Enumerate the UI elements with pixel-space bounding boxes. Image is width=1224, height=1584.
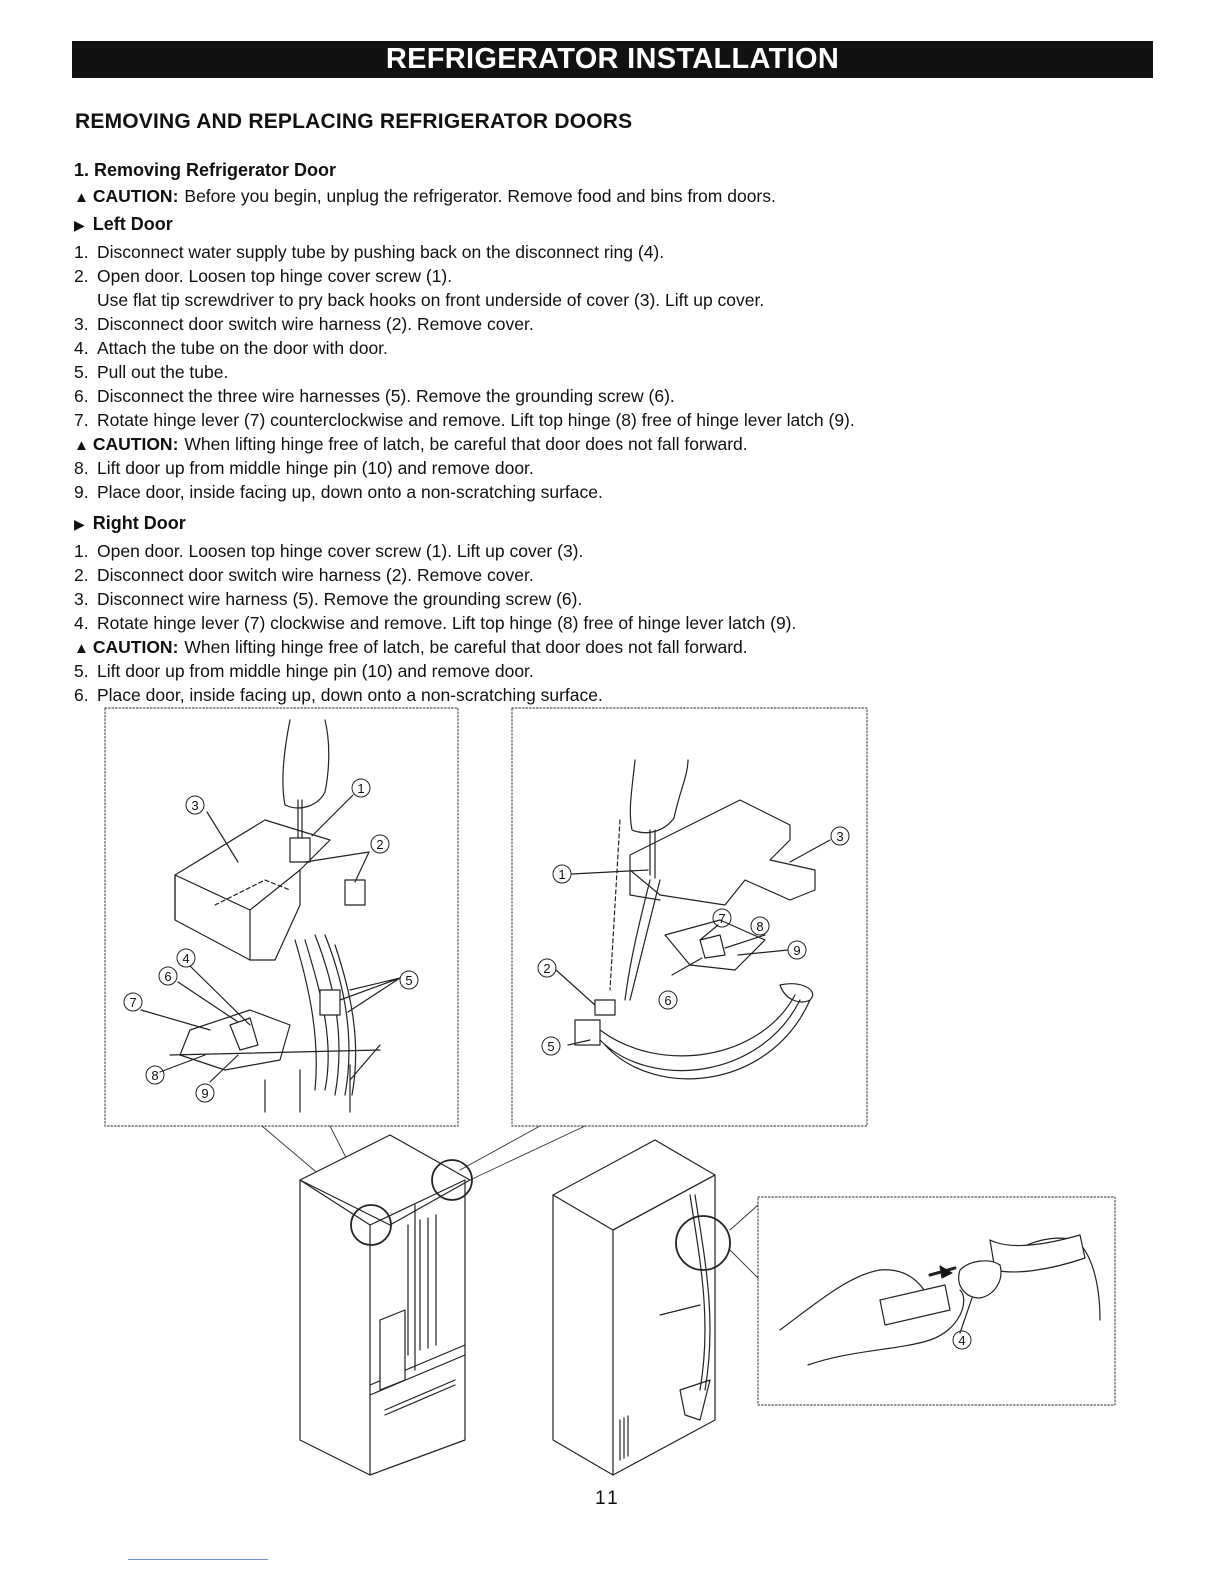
- svg-text:5: 5: [547, 1039, 555, 1054]
- divider: [128, 1559, 268, 1560]
- right-door-heading: ▶ Right Door: [74, 513, 186, 533]
- list-item: 9. Place door, inside facing up, down onto a non-scratching surface.: [74, 482, 603, 502]
- list-item: 5. Pull out the tube.: [74, 362, 229, 382]
- list-item: 2. Open door. Loosen top hinge cover screw (1).: [74, 266, 453, 286]
- triangle-right-icon: ▶: [74, 516, 85, 532]
- list-item: 8. Lift door up from middle hinge pin (10) and remove door.: [74, 458, 534, 478]
- svg-text:6: 6: [164, 969, 172, 984]
- list-item: 1. Open door. Loosen top hinge cover screw (1). Lift up cover (3).: [74, 541, 584, 561]
- right-hinge-detail: [512, 708, 867, 1126]
- svg-text:8: 8: [151, 1068, 159, 1083]
- caution-label: CAUTION:: [92, 186, 179, 206]
- svg-text:8: 8: [756, 919, 764, 934]
- refrigerator-rear-view: [553, 1140, 730, 1475]
- warning-icon: ▲: [74, 189, 89, 206]
- list-item: 4. Rotate hinge lever (7) clockwise and remove. Lift top hinge (8) free of hinge lever latch (9).: [74, 613, 797, 633]
- list-item: 5. Lift door up from middle hinge pin (10) and remove door.: [74, 661, 534, 681]
- svg-text:9: 9: [793, 943, 801, 958]
- list-item: 4. Attach the tube on the door with door.: [74, 338, 388, 358]
- page-number: 11: [595, 1488, 621, 1509]
- svg-text:7: 7: [718, 911, 726, 926]
- page-banner: REFRIGERATOR INSTALLATION: [72, 41, 1153, 78]
- water-tube-detail: [730, 1197, 1115, 1405]
- warning-icon: ▲: [74, 437, 89, 454]
- caution-text: Before you begin, unplug the refrigerator. Remove food and bins from doors.: [184, 186, 776, 206]
- list-item: 2. Disconnect door switch wire harness (2). Remove cover.: [74, 565, 534, 585]
- svg-text:4: 4: [958, 1333, 966, 1348]
- list-item: 3. Disconnect wire harness (5). Remove the grounding screw (6).: [74, 589, 583, 609]
- svg-text:7: 7: [129, 995, 137, 1010]
- warning-icon: ▲: [74, 640, 89, 657]
- list-item: 3. Disconnect door switch wire harness (2). Remove cover.: [74, 314, 534, 334]
- svg-text:3: 3: [836, 829, 844, 844]
- refrigerator-front-view: [300, 1135, 472, 1475]
- svg-text:5: 5: [405, 973, 413, 988]
- svg-text:2: 2: [543, 961, 551, 976]
- svg-text:1: 1: [558, 867, 566, 882]
- caution-left-door: ▲ CAUTION: When lifting hinge free of latch, be careful that door does not fall forward.: [74, 434, 748, 454]
- list-item: 1. Disconnect water supply tube by pushing back on the disconnect ring (4).: [74, 242, 665, 262]
- svg-text:3: 3: [191, 798, 199, 813]
- list-item: 7. Rotate hinge lever (7) counterclockwise and remove. Lift top hinge (8) free of hinge lever latch (9).: [74, 410, 855, 430]
- subheading: 1. Removing Refrigerator Door: [74, 160, 337, 180]
- left-door-heading: ▶ Left Door: [74, 214, 173, 234]
- left-hinge-detail: [105, 708, 458, 1126]
- list-item: 6. Place door, inside facing up, down onto a non-scratching surface.: [74, 685, 603, 705]
- svg-text:9: 9: [201, 1086, 209, 1101]
- triangle-right-icon: ▶: [74, 217, 85, 233]
- section-title: REMOVING AND REPLACING REFRIGERATOR DOORS: [75, 110, 633, 133]
- caution-right-door: ▲ CAUTION: When lifting hinge free of latch, be careful that door does not fall forward.: [74, 637, 748, 657]
- list-item: 6. Disconnect the three wire harnesses (5). Remove the grounding screw (6).: [74, 386, 675, 406]
- list-item: Use flat tip screwdriver to pry back hooks on front underside of cover (3). Lift up cover.: [97, 290, 765, 310]
- svg-text:6: 6: [664, 993, 672, 1008]
- svg-text:2: 2: [376, 837, 384, 852]
- svg-text:1: 1: [357, 781, 365, 796]
- svg-text:4: 4: [182, 951, 190, 966]
